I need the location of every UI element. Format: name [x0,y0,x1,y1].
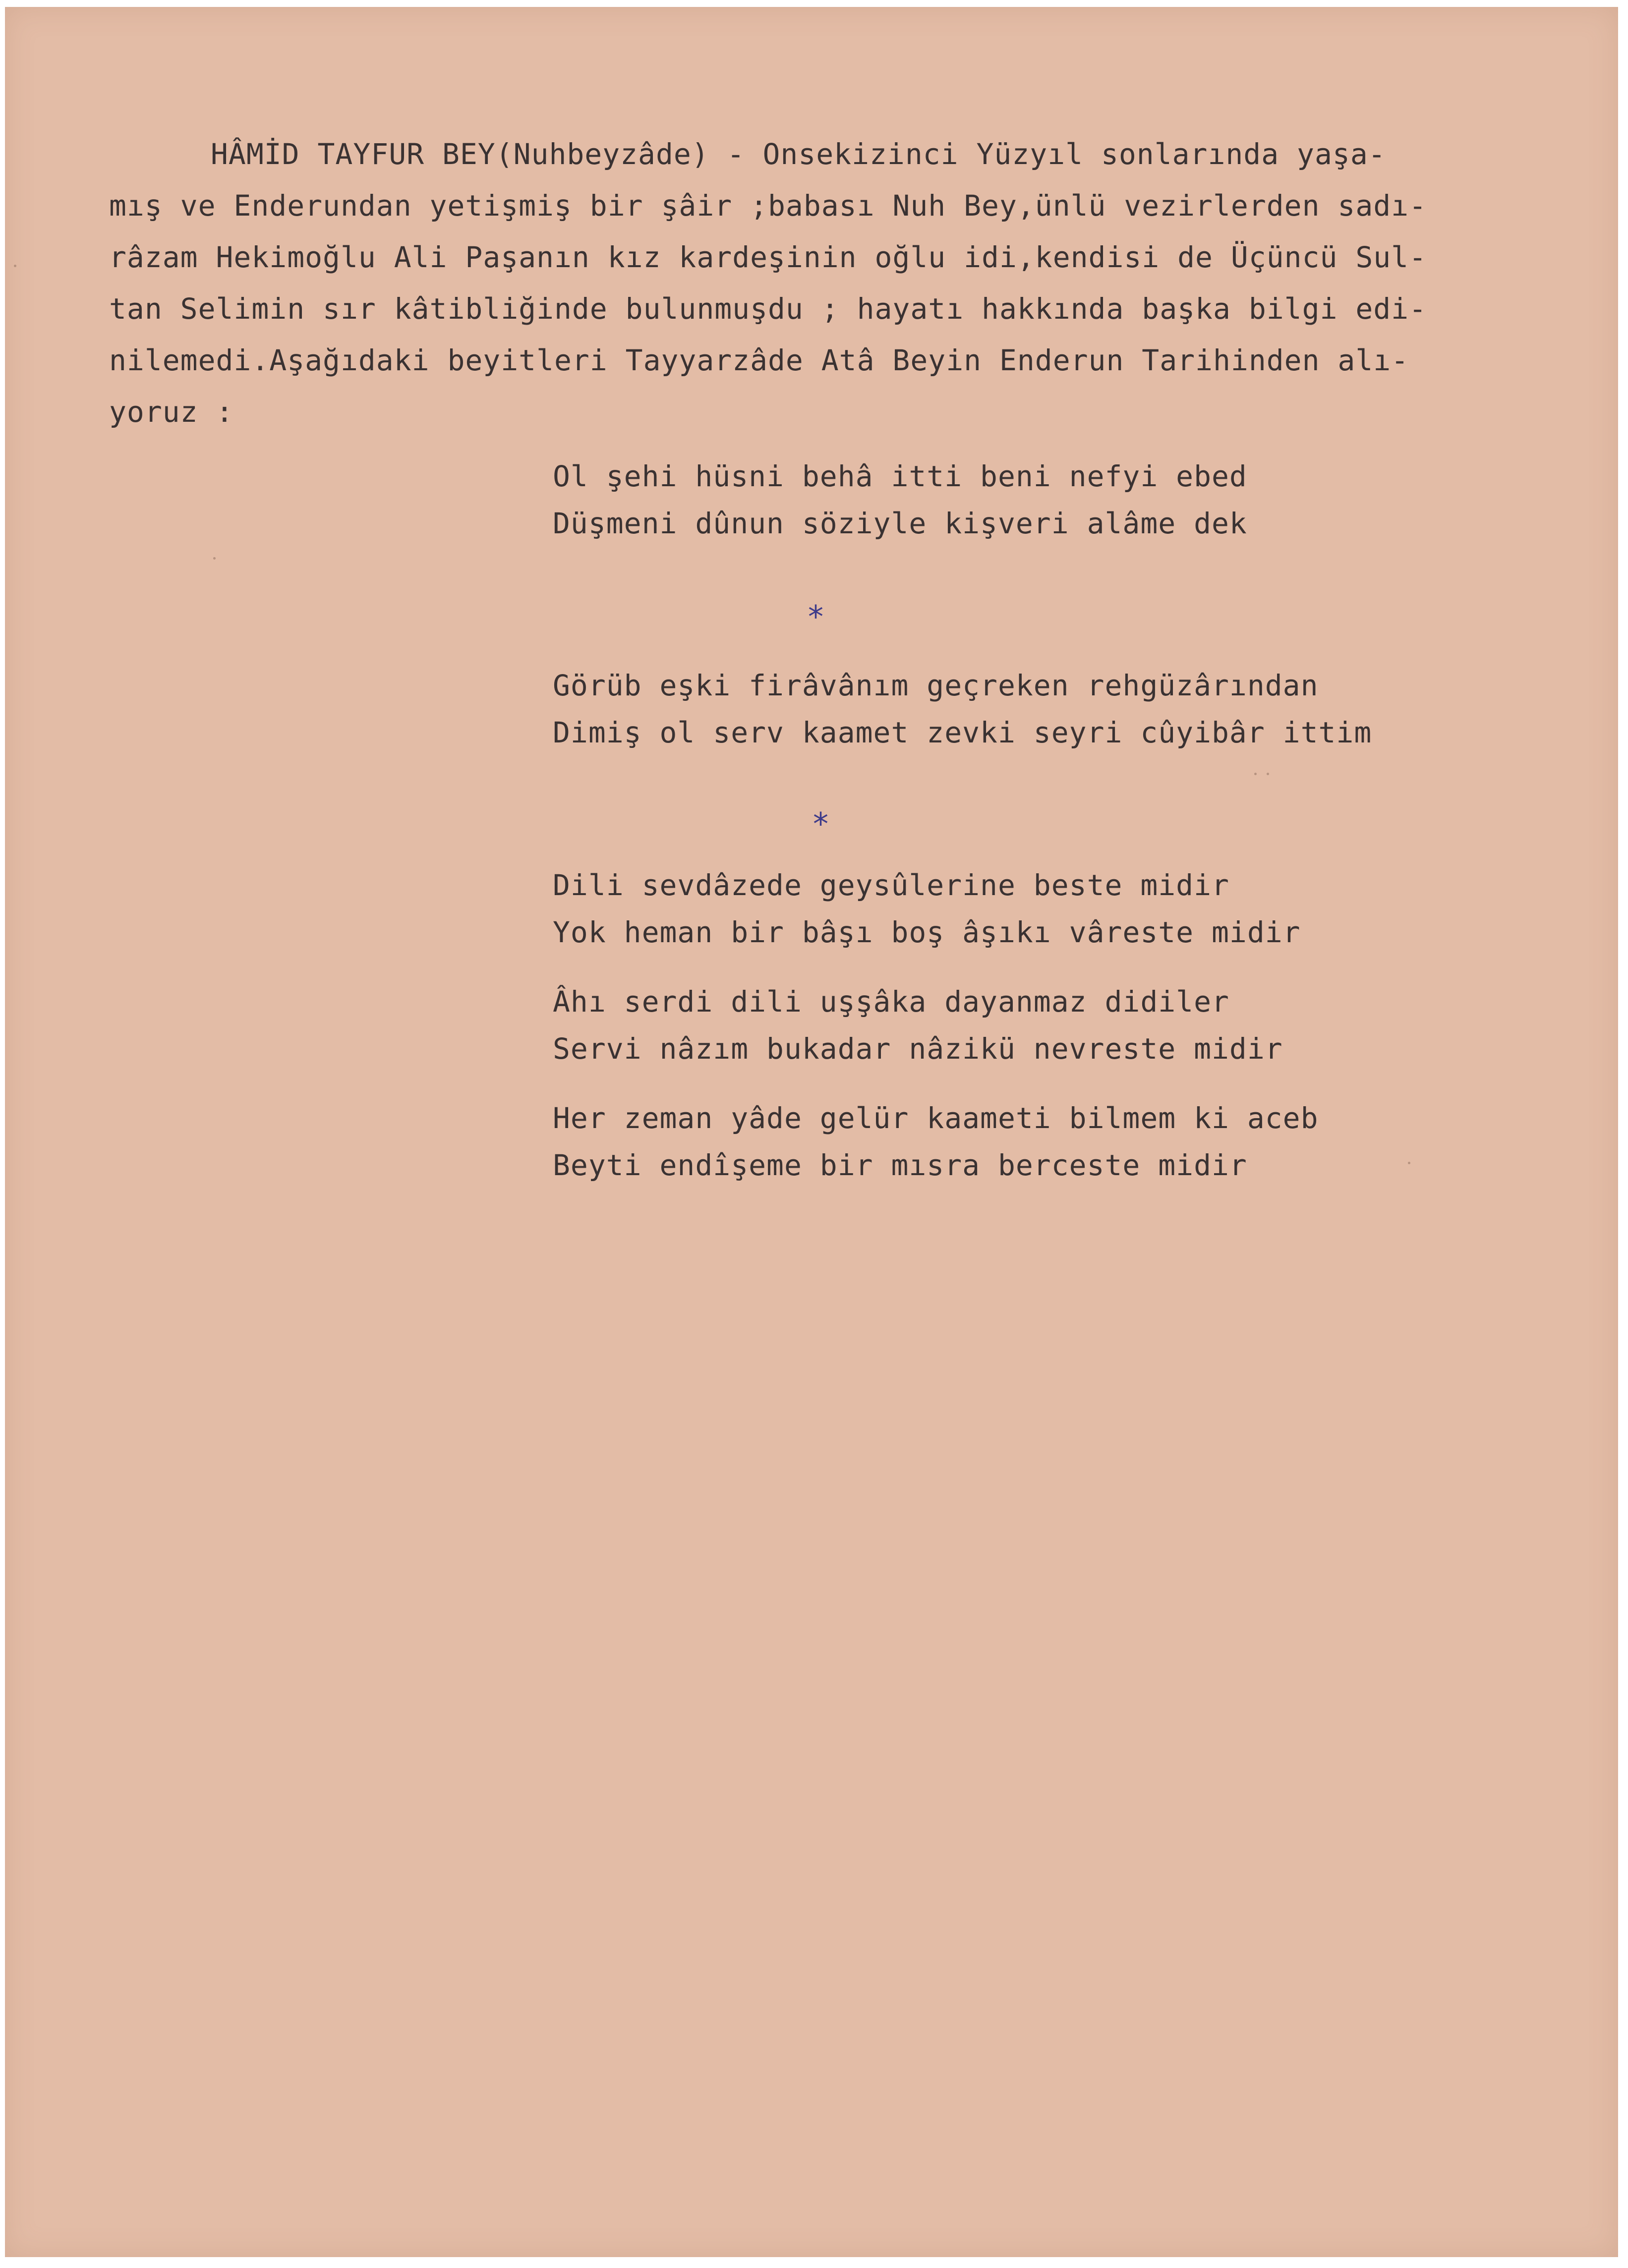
intro-line: yoruz : [109,395,234,429]
separator-star: * [808,599,823,635]
couplet-5 [553,1095,1319,1189]
verse-line: Düşmeni dûnun söziyle kişveri alâme dek [553,507,1247,540]
couplet-4 [553,978,1283,1073]
verse-line: Dili sevdâzede geysûlerine beste midir [553,868,1229,902]
separator-star: * [813,806,828,842]
couplet-1 [553,453,1247,547]
paper-speck [1408,1162,1410,1164]
verse-line: Yok heman bir bâşı boş âşıkı vâreste midir [553,915,1301,949]
intro-paragraph [109,128,1596,438]
verse-line: Görüb eşki firâvânım geçreken rehgüzârından [553,669,1319,702]
intro-line: HÂMİD TAYFUR BEY(Nuhbeyzâde) - Onsekizinci Yüzyıl sonlarında yaşa- [211,137,1386,171]
intro-line: nilemedi.Aşağıdaki beyitleri Tayyarzâde Atâ Beyin Enderun Tarihinden alı- [109,343,1409,377]
verse-line: Ol şehi hüsni behâ itti beni nefyi ebed [553,459,1247,493]
paper-speck [213,557,216,560]
typewritten-page [5,7,1618,2257]
verse-line: Servi nâzım bukadar nâzikü nevreste midir [553,1032,1283,1066]
intro-line: mış ve Enderundan yetişmiş bir şâir ;babası Nuh Bey,ünlü vezirlerden sadı- [109,189,1427,223]
verse-line: Her zeman yâde gelür kaameti bilmem ki aceb [553,1101,1319,1135]
paper-speck [14,265,16,267]
intro-line: tan Selimin sır kâtibliğinde bulunmuşdu ; hayatı hakkında başka bilgi edi- [109,292,1427,326]
verse-line: Dimiş ol serv kaamet zevki seyri cûyibâr ittim [553,716,1372,749]
intro-line: râzam Hekimoğlu Ali Paşanın kız kardeşinin oğlu idi,kendisi de Üçüncü Sul- [109,240,1427,274]
couplet-2 [553,662,1372,756]
verse-line: Beyti endîşeme bir mısra berceste midir [553,1148,1247,1182]
couplet-3 [553,862,1301,956]
paper-speck [1267,773,1269,775]
verse-line: Âhı serdi dili uşşâka dayanmaz didiler [553,985,1229,1019]
paper-speck [1254,773,1257,775]
